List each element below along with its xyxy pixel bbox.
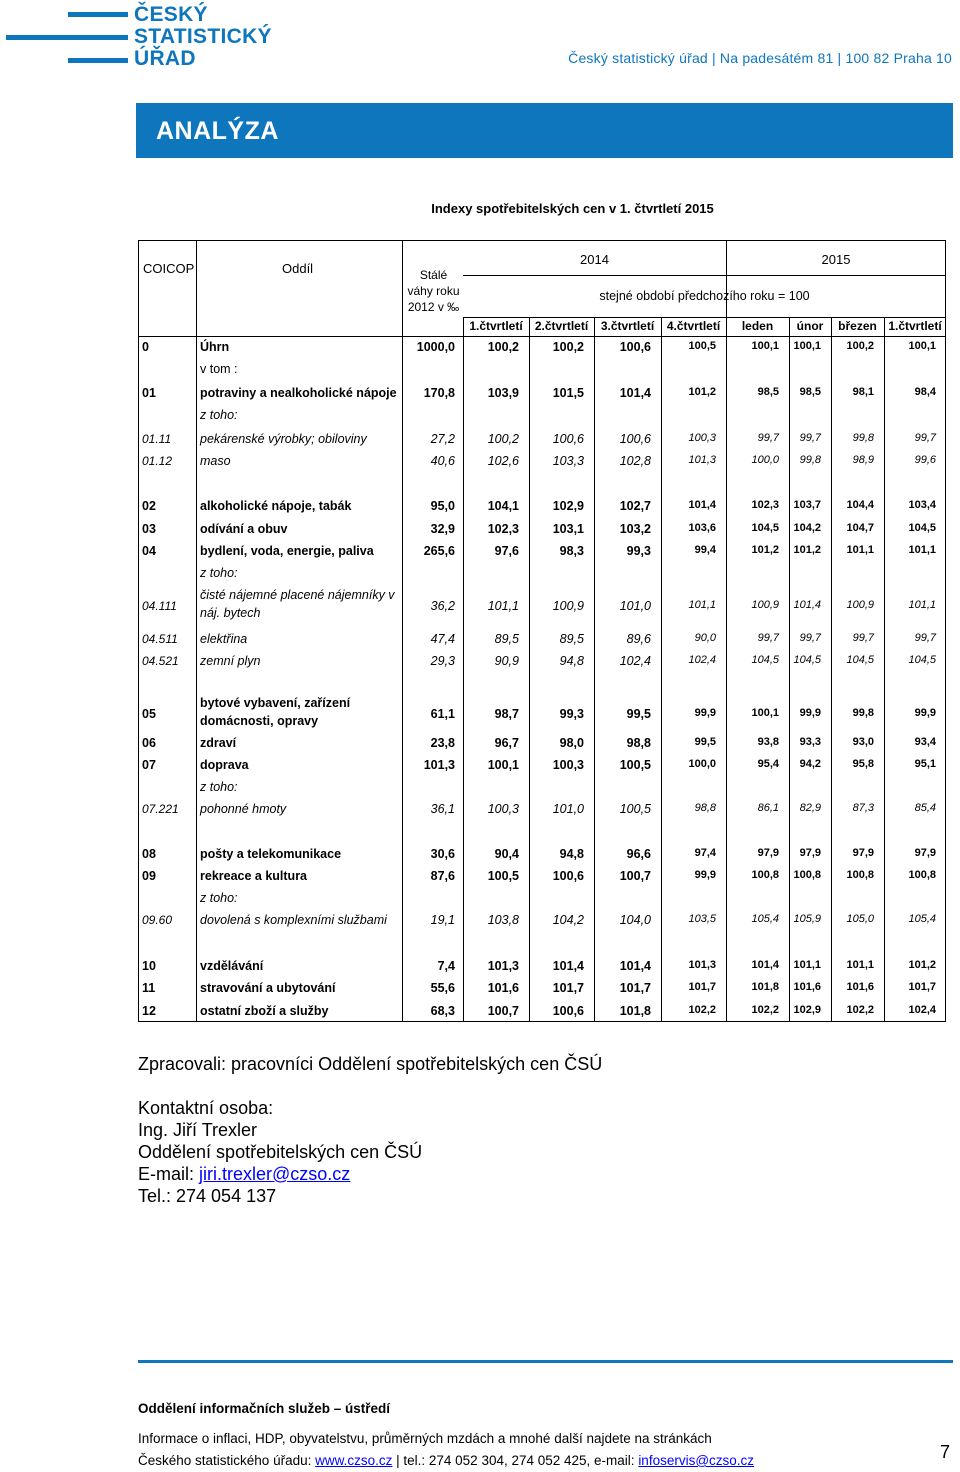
row-weight: 27,2 [430, 432, 455, 446]
row-name: domácnosti, opravy [200, 714, 319, 728]
row-value: 99,7 [914, 632, 936, 644]
header-period: únor [796, 319, 824, 333]
row-value: 101,1 [487, 599, 519, 613]
row-value: 95,1 [914, 758, 936, 770]
row-value: 94,8 [559, 654, 584, 668]
header-period: leden [741, 319, 774, 333]
row-code: 0 [142, 340, 149, 354]
row-name: pekárenské výrobky; obiloviny [200, 432, 367, 446]
row-weight: 32,9 [430, 522, 455, 536]
row-value: 99,8 [799, 454, 821, 466]
row-value: 103,5 [688, 913, 716, 925]
row-value: 100,0 [751, 454, 779, 466]
grid-line [139, 336, 946, 337]
row-code: 09.60 [142, 913, 173, 927]
row-weight: 36,2 [430, 599, 455, 613]
footer-department: Oddělení informačních služeb – ústředí [138, 1401, 391, 1416]
row-weight: 1000,0 [416, 340, 455, 354]
row-value: 101,6 [487, 981, 519, 995]
row-value: 105,4 [908, 913, 936, 925]
row-value: 99,5 [626, 707, 651, 721]
row-value: 101,6 [793, 981, 821, 993]
row-value: 93,8 [757, 736, 779, 748]
row-code: 05 [142, 707, 156, 721]
row-value: 101,3 [487, 959, 519, 973]
row-value: 102,2 [846, 1004, 874, 1016]
row-code: 12 [142, 1004, 156, 1018]
cpi-table [138, 240, 946, 1022]
row-value: 100,9 [751, 599, 779, 611]
row-value: 101,3 [688, 454, 716, 466]
row-name: stravování a ubytování [200, 981, 336, 995]
row-value: 100,6 [552, 432, 584, 446]
row-value: 101,4 [619, 959, 651, 973]
row-value: 101,8 [751, 981, 779, 993]
row-value: 104,5 [751, 522, 779, 534]
row-value: 97,9 [799, 847, 821, 859]
row-name: ostatní zboží a služby [200, 1004, 329, 1018]
footer-info [138, 1398, 953, 1472]
row-value: 96,6 [626, 847, 651, 861]
row-value: 101,7 [619, 981, 651, 995]
contact-email-link[interactable]: jiri.trexler@czso.cz [199, 1164, 351, 1184]
row-code: 04.521 [142, 654, 179, 668]
row-value: 94,8 [559, 847, 584, 861]
row-code: 01.12 [142, 454, 173, 468]
row-value: 102,3 [751, 499, 779, 511]
row-value: 99,7 [799, 632, 821, 644]
row-value: 99,7 [914, 432, 936, 444]
row-code: 09 [142, 869, 156, 883]
row-name: dovolená s komplexními službami [200, 913, 387, 927]
row-value: 101,4 [793, 599, 821, 611]
row-weight: 19,1 [430, 913, 455, 927]
row-value: 102,3 [487, 522, 519, 536]
footer-info-line: Informace o inflaci, HDP, obyvatelstvu, průměrných mzdách a mnohé další najdete na stránkách [138, 1431, 712, 1446]
row-value: 100,3 [688, 432, 716, 444]
row-value: 98,5 [799, 386, 821, 398]
header-weights-line: váhy roku [407, 284, 460, 298]
row-value: 100,2 [487, 340, 519, 354]
logo-stripe [68, 58, 128, 63]
grid-line [196, 241, 197, 1021]
row-value: 87,3 [852, 802, 874, 814]
row-value: 93,0 [852, 736, 874, 748]
row-weight: 47,4 [430, 632, 455, 646]
row-value: 102,6 [487, 454, 519, 468]
row-value: 104,2 [552, 913, 584, 927]
row-value: 89,6 [626, 632, 651, 646]
row-weight: 7,4 [437, 959, 455, 973]
row-weight: 265,6 [423, 544, 455, 558]
row-value: 102,4 [619, 654, 651, 668]
row-value: 101,1 [688, 599, 716, 611]
row-value: 100,1 [751, 707, 779, 719]
row-value: 98,8 [694, 802, 716, 814]
row-code: 04 [142, 544, 156, 558]
row-value: 86,1 [757, 802, 779, 814]
row-value: 101,2 [793, 544, 821, 556]
row-value: 100,8 [793, 869, 821, 881]
row-value: 100,1 [908, 340, 936, 352]
row-name: z toho: [200, 408, 238, 422]
grid-line [726, 241, 727, 1021]
row-value: 98,5 [757, 386, 779, 398]
grid-line [463, 275, 946, 276]
row-value: 100,1 [487, 758, 519, 772]
row-name: z toho: [200, 891, 238, 905]
row-value: 98,3 [559, 544, 584, 558]
row-value: 105,0 [846, 913, 874, 925]
row-value: 103,1 [552, 522, 584, 536]
row-name: doprava [200, 758, 249, 772]
row-value: 102,2 [751, 1004, 779, 1016]
row-value: 102,9 [552, 499, 584, 513]
email-label: E-mail: [138, 1164, 200, 1184]
banner-title: ANALÝZA [156, 117, 279, 145]
row-value: 104,5 [793, 654, 821, 666]
row-value: 102,2 [688, 1004, 716, 1016]
row-weight: 101,3 [423, 758, 455, 772]
contact-phone: Tel.: 274 054 137 [138, 1186, 277, 1206]
header-year-2014: 2014 [580, 252, 609, 267]
row-value: 97,9 [914, 847, 936, 859]
row-value: 101,8 [619, 1004, 651, 1018]
row-value: 99,7 [757, 432, 779, 444]
row-code: 07 [142, 758, 156, 772]
row-value: 101,7 [552, 981, 584, 995]
row-value: 101,2 [751, 544, 779, 556]
row-value: 104,0 [619, 913, 651, 927]
table-title: Indexy spotřebitelských cen v 1. čtvrtletí 2015 [431, 201, 714, 216]
row-name: elektřina [200, 632, 248, 646]
row-value: 100,0 [688, 758, 716, 770]
header-period: 4.čtvrtletí [666, 319, 721, 333]
row-value: 104,1 [487, 499, 519, 513]
footer-text: | tel.: 274 052 304, 274 052 425, e-mail: [392, 1453, 639, 1468]
row-value: 96,7 [494, 736, 519, 750]
row-value: 100,7 [487, 1004, 519, 1018]
row-value: 98,7 [494, 707, 519, 721]
row-value: 101,5 [552, 386, 584, 400]
row-value: 89,5 [494, 632, 519, 646]
row-value: 101,0 [552, 802, 584, 816]
header-weights-line: 2012 v ‰ [407, 300, 460, 314]
csu-logo [0, 3, 272, 70]
row-value: 99,9 [694, 869, 716, 881]
row-name: pošty a telekomunikace [200, 847, 342, 861]
row-value: 100,2 [487, 432, 519, 446]
row-value: 99,6 [914, 454, 936, 466]
row-value: 105,4 [751, 913, 779, 925]
row-value: 99,7 [799, 432, 821, 444]
row-value: 89,5 [559, 632, 584, 646]
row-value: 100,1 [793, 340, 821, 352]
row-value: 100,6 [552, 869, 584, 883]
row-value: 93,3 [799, 736, 821, 748]
row-name: odívání a obuv [200, 522, 288, 536]
row-value: 98,4 [914, 386, 936, 398]
logo-text-line: ÚŘAD [134, 47, 196, 70]
row-value: 100,5 [619, 758, 651, 772]
row-weight: 87,6 [430, 869, 455, 883]
row-code: 11 [142, 981, 156, 995]
row-value: 103,9 [487, 386, 519, 400]
row-value: 102,9 [793, 1004, 821, 1016]
row-value: 100,5 [688, 340, 716, 352]
row-weight: 36,1 [430, 802, 455, 816]
row-value: 101,0 [619, 599, 651, 613]
contact-label: Kontaktní osoba: [138, 1098, 274, 1118]
row-value: 100,8 [751, 869, 779, 881]
row-code: 07.221 [142, 802, 179, 816]
row-value: 100,3 [487, 802, 519, 816]
footer-rule [138, 1360, 953, 1363]
page-number: 7 [939, 1442, 950, 1462]
row-value: 90,4 [494, 847, 519, 861]
row-name: Úhrn [200, 340, 230, 354]
row-name: náj. bytech [200, 606, 261, 620]
row-value: 103,4 [908, 499, 936, 511]
row-value: 99,7 [852, 632, 874, 644]
row-value: 101,7 [688, 981, 716, 993]
row-value: 103,3 [552, 454, 584, 468]
row-name: potraviny a nealkoholické nápoje [200, 386, 397, 400]
row-value: 100,5 [619, 802, 651, 816]
row-code: 04.511 [142, 632, 178, 646]
row-value: 100,6 [552, 1004, 584, 1018]
row-value: 100,8 [908, 869, 936, 881]
row-value: 95,8 [852, 758, 874, 770]
header-base: stejné období předchozího roku = 100 [599, 289, 810, 303]
row-value: 100,2 [846, 340, 874, 352]
header-weights [403, 267, 464, 315]
contact-block [138, 1053, 602, 1207]
row-value: 85,4 [914, 802, 936, 814]
row-value: 103,6 [688, 522, 716, 534]
row-value: 94,2 [799, 758, 821, 770]
row-name: z toho: [200, 566, 238, 580]
row-value: 104,2 [793, 522, 821, 534]
row-value: 99,9 [799, 707, 821, 719]
row-value: 99,7 [757, 632, 779, 644]
row-weight: 95,0 [430, 499, 455, 513]
row-weight: 40,6 [430, 454, 455, 468]
row-name: vzdělávání [200, 959, 264, 973]
row-value: 101,1 [846, 544, 874, 556]
row-value: 99,8 [852, 707, 874, 719]
row-code: 01.11 [142, 432, 172, 446]
row-code: 10 [142, 959, 156, 973]
row-value: 104,5 [908, 654, 936, 666]
row-value: 101,1 [846, 959, 874, 971]
row-weight: 23,8 [430, 736, 455, 750]
grid-line [463, 317, 946, 318]
logo-text-line: STATISTICKÝ [134, 25, 272, 48]
row-value: 101,4 [619, 386, 651, 400]
row-value: 97,6 [494, 544, 519, 558]
header-year-2015: 2015 [821, 252, 851, 267]
row-value: 100,9 [552, 599, 584, 613]
row-value: 101,2 [688, 386, 716, 398]
row-weight: 170,8 [423, 386, 455, 400]
logo-text-line: ČESKÝ [134, 3, 208, 26]
row-value: 101,6 [846, 981, 874, 993]
footer-info-line [138, 1450, 953, 1472]
row-value: 100,7 [619, 869, 651, 883]
row-name: bytové vybavení, zařízení [200, 696, 351, 710]
row-value: 98,0 [559, 736, 584, 750]
row-value: 98,8 [626, 736, 651, 750]
row-value: 99,5 [694, 736, 716, 748]
row-value: 101,4 [751, 959, 779, 971]
row-value: 102,8 [619, 454, 651, 468]
office-address: Český statistický úřad | Na padesátém 81 | 100 82 Praha 10 [568, 50, 952, 66]
row-value: 104,4 [846, 499, 874, 511]
header-period: 3.čtvrtletí [600, 319, 655, 333]
row-value: 102,4 [908, 1004, 936, 1016]
row-value: 101,4 [552, 959, 584, 973]
row-weight: 29,3 [430, 654, 455, 668]
row-value: 104,5 [751, 654, 779, 666]
row-value: 103,8 [487, 913, 519, 927]
infoservis-email-link[interactable]: infoservis@czso.cz [638, 1453, 755, 1468]
footer-text: Českého statistického úřadu: [138, 1453, 316, 1468]
row-value: 101,3 [688, 959, 716, 971]
header-period: 1.čtvrtletí [888, 319, 942, 333]
row-value: 98,9 [852, 454, 874, 466]
row-name: v tom : [200, 362, 238, 376]
row-value: 99,8 [852, 432, 874, 444]
row-value: 98,1 [852, 386, 874, 398]
row-code: 08 [142, 847, 156, 861]
row-code: 04.111 [142, 599, 177, 613]
row-value: 101,4 [688, 499, 716, 511]
website-link[interactable]: www.czso.cz [315, 1453, 393, 1468]
row-value: 99,9 [694, 707, 716, 719]
row-value: 102,7 [619, 499, 651, 513]
row-value: 101,1 [793, 959, 821, 971]
header-period: 2.čtvrtletí [534, 319, 589, 333]
row-value: 100,2 [552, 340, 584, 354]
row-value: 101,1 [908, 544, 936, 556]
row-value: 100,6 [619, 340, 651, 354]
header-period: 1.čtvrtletí [469, 319, 523, 333]
row-code: 03 [142, 522, 156, 536]
row-value: 100,5 [487, 869, 519, 883]
row-value: 90,9 [494, 654, 519, 668]
row-weight: 30,6 [430, 847, 455, 861]
header-oddil: Oddíl [282, 261, 314, 276]
row-code: 02 [142, 499, 156, 513]
row-name: zemní plyn [200, 654, 261, 668]
section-banner [136, 103, 953, 158]
row-name: pohonné hmoty [200, 802, 287, 816]
row-value: 99,3 [626, 544, 651, 558]
row-value: 104,5 [846, 654, 874, 666]
logo-stripe [6, 35, 128, 40]
row-name: z toho: [200, 780, 238, 794]
row-name: maso [200, 454, 231, 468]
contact-email-line [138, 1163, 602, 1185]
row-code: 06 [142, 736, 156, 750]
row-value: 99,4 [694, 544, 716, 556]
row-weight: 61,1 [430, 707, 455, 721]
processed-by: Zpracovali: pracovníci Oddělení spotřebitelských cen ČSÚ [138, 1054, 603, 1074]
row-value: 95,4 [757, 758, 779, 770]
row-value: 104,5 [908, 522, 936, 534]
row-value: 100,3 [552, 758, 584, 772]
row-value: 102,4 [688, 654, 716, 666]
row-value: 97,4 [694, 847, 716, 859]
row-value: 99,9 [914, 707, 936, 719]
row-value: 101,1 [908, 599, 936, 611]
row-value: 101,2 [908, 959, 936, 971]
header-weights-line: Stálé [419, 268, 448, 282]
row-value: 99,3 [559, 707, 584, 721]
contact-department: Oddělení spotřebitelských cen ČSÚ [138, 1142, 423, 1162]
row-name: bydlení, voda, energie, paliva [200, 544, 374, 558]
row-value: 97,9 [852, 847, 874, 859]
row-code: 01 [142, 386, 156, 400]
row-name: alkoholické nápoje, tabák [200, 499, 352, 513]
row-weight: 68,3 [430, 1004, 455, 1018]
row-weight: 55,6 [430, 981, 455, 995]
row-value: 100,1 [751, 340, 779, 352]
row-value: 103,2 [619, 522, 651, 536]
row-value: 104,7 [846, 522, 874, 534]
row-value: 103,7 [793, 499, 821, 511]
row-value: 90,0 [694, 632, 716, 644]
grid-line [402, 241, 403, 1021]
row-name: rekreace a kultura [200, 869, 308, 883]
row-name: zdraví [200, 736, 237, 750]
row-name: čisté nájemné placené nájemníky v [200, 588, 395, 602]
contact-person: Ing. Jiří Trexler [138, 1120, 258, 1140]
row-value: 100,9 [846, 599, 874, 611]
logo-stripe [68, 12, 128, 17]
row-value: 101,7 [908, 981, 936, 993]
row-value: 105,9 [793, 913, 821, 925]
row-value: 100,8 [846, 869, 874, 881]
row-value: 93,4 [914, 736, 936, 748]
row-value: 82,9 [799, 802, 821, 814]
header-coicop: COICOP [143, 261, 195, 276]
header-period: březen [838, 319, 877, 333]
row-value: 97,9 [757, 847, 779, 859]
row-value: 100,6 [619, 432, 651, 446]
